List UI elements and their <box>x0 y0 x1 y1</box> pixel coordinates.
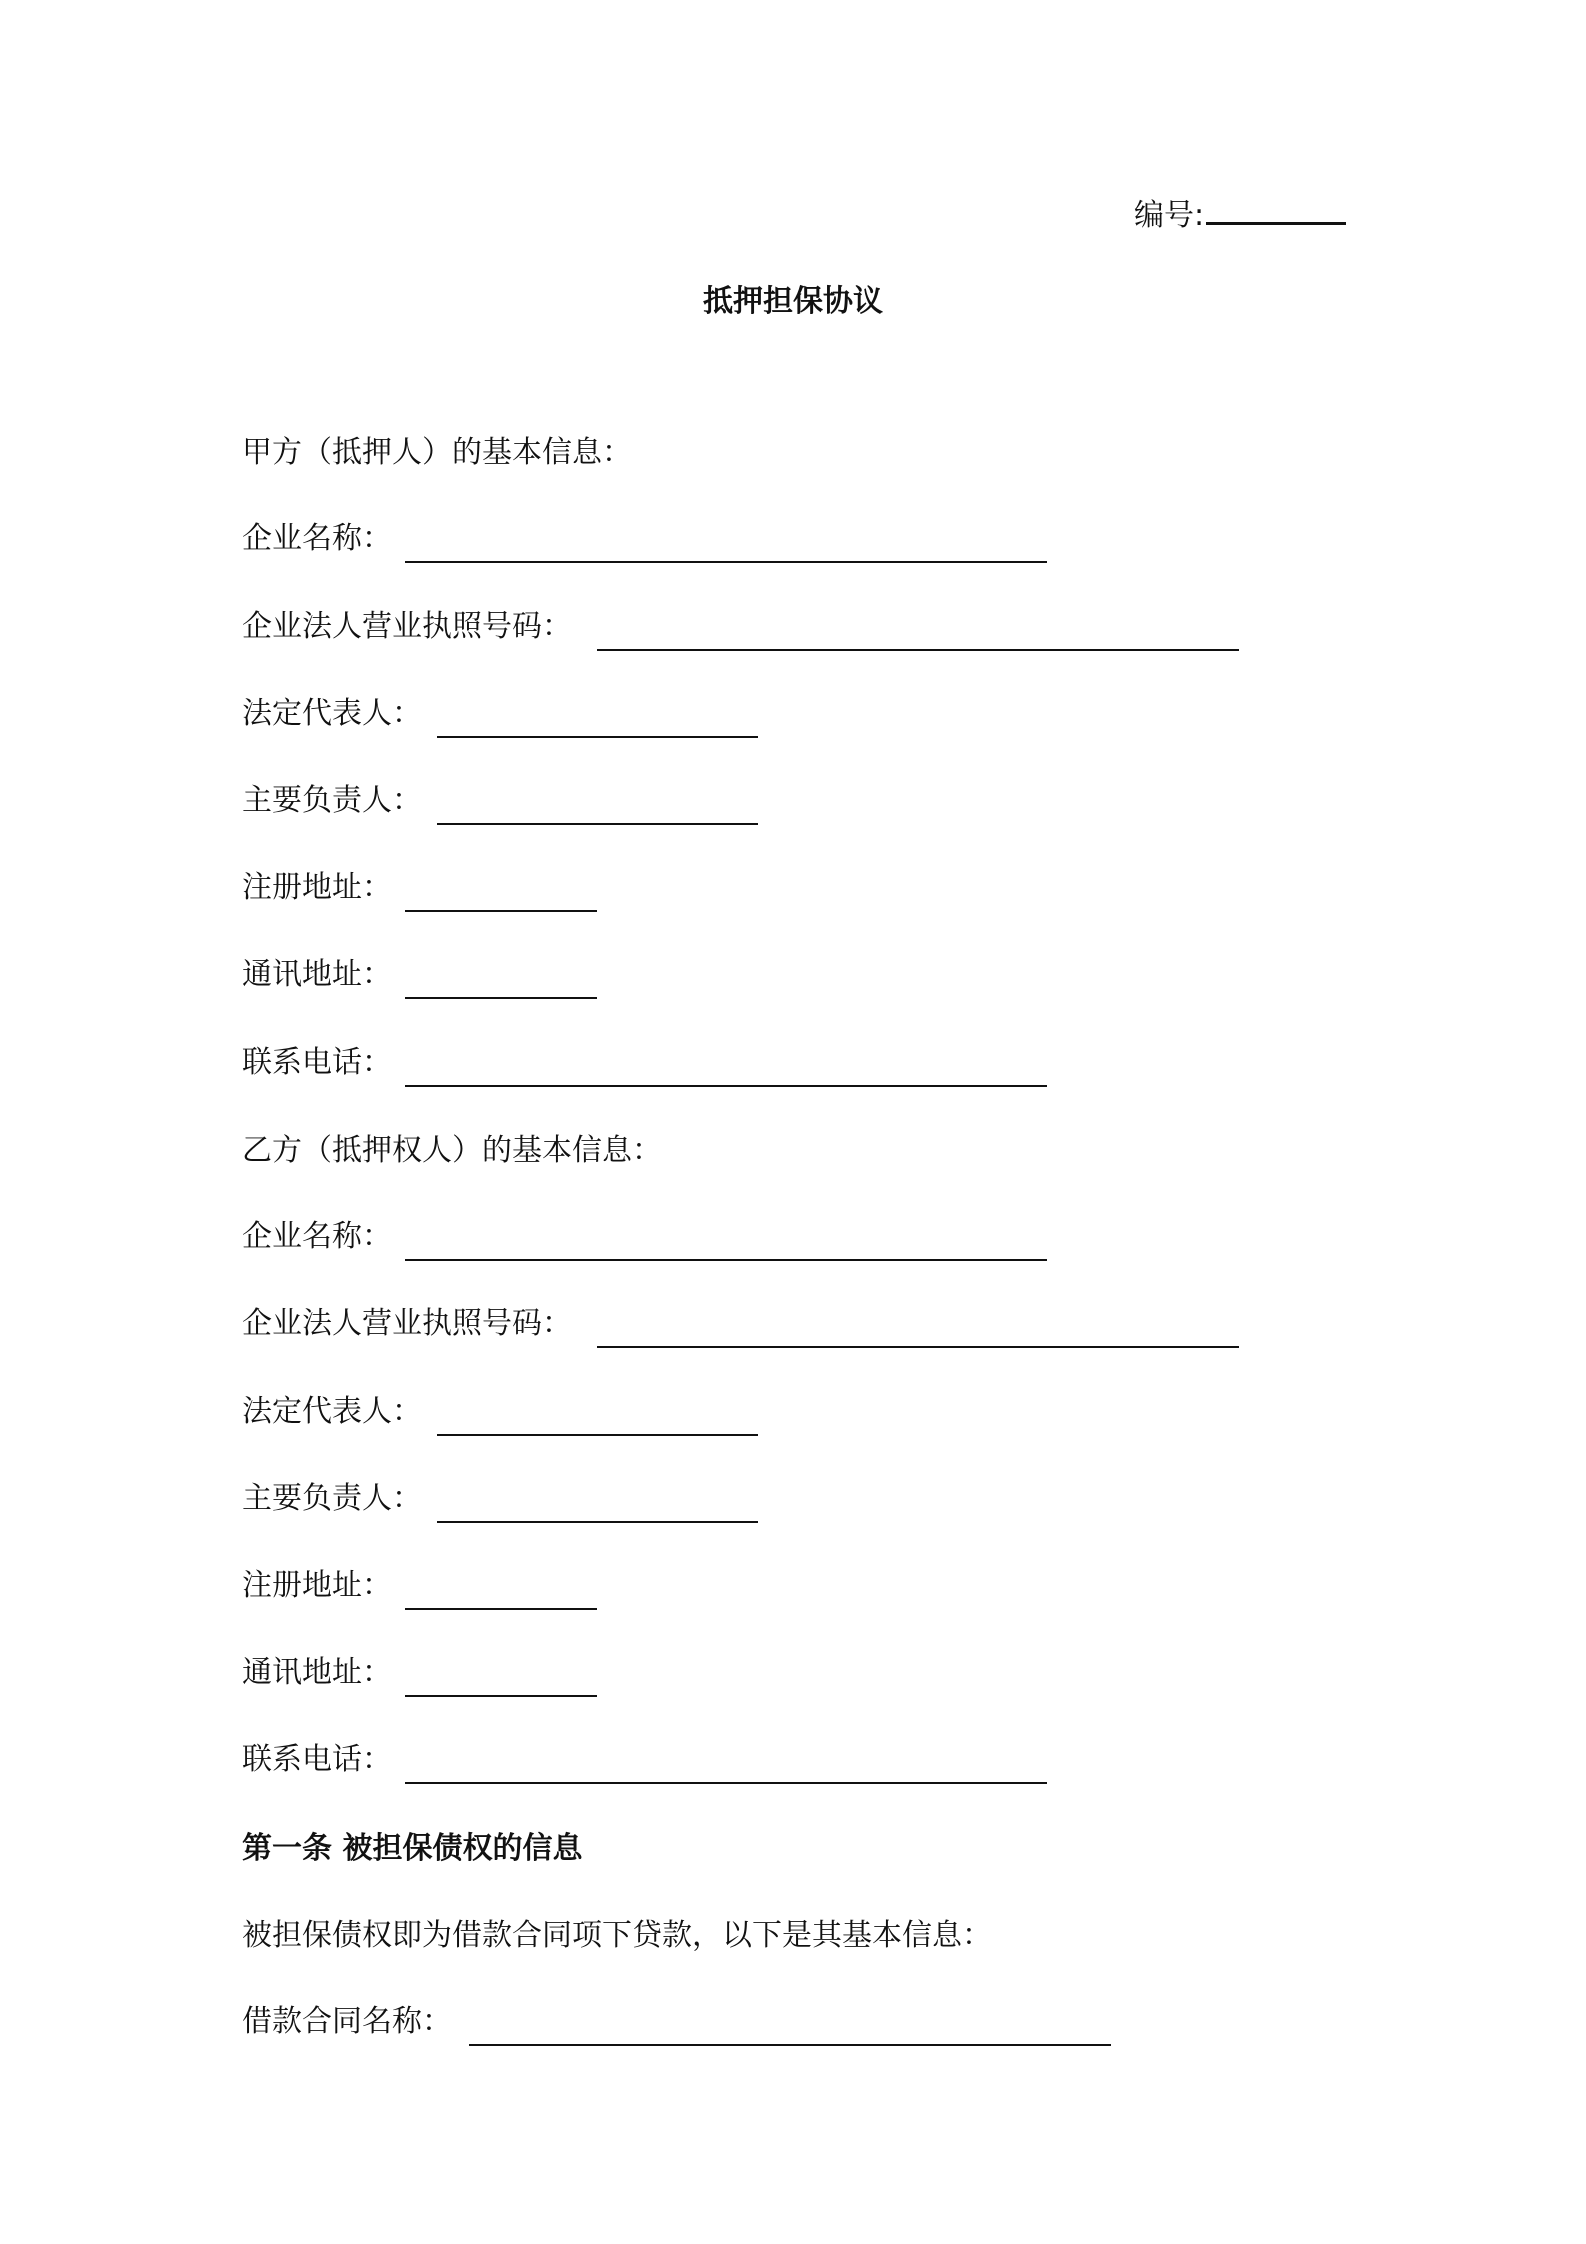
document-number-blank[interactable] <box>1206 196 1346 225</box>
document-title: 抵押担保协议 <box>703 284 883 319</box>
field-label: 主要负责人： <box>242 1481 422 1516</box>
party-a-reg-address-blank[interactable] <box>405 910 597 912</box>
party-b-company-name-field <box>242 1217 1052 1261</box>
party-a-legal-rep-blank[interactable] <box>437 736 758 738</box>
field-label: 注册地址： <box>242 870 392 905</box>
field-label: 企业名称： <box>242 1219 392 1254</box>
party-b-legal-rep-blank[interactable] <box>437 1434 758 1436</box>
party-b-mail-address-blank[interactable] <box>405 1695 597 1697</box>
party-b-reg-address-blank[interactable] <box>405 1608 597 1610</box>
party-a-company-name-field <box>242 519 1052 563</box>
field-label: 联系电话： <box>242 1742 392 1777</box>
party-a-phone-blank[interactable] <box>405 1085 1047 1087</box>
field-label: 企业名称： <box>242 521 392 556</box>
party-a-mail-address-field <box>242 955 602 999</box>
loan-contract-name-blank[interactable] <box>469 2044 1111 2046</box>
field-label: 通讯地址： <box>242 957 392 992</box>
field-label: 注册地址： <box>242 1568 392 1603</box>
party-a-mail-address-blank[interactable] <box>405 997 597 999</box>
party-b-principal-blank[interactable] <box>437 1521 758 1523</box>
party-b-phone-blank[interactable] <box>405 1782 1047 1784</box>
party-a-license-field <box>242 607 1242 651</box>
field-label: 法定代表人： <box>242 1394 422 1429</box>
field-label: 法定代表人： <box>242 696 422 731</box>
party-a-legal-rep-field <box>242 694 762 738</box>
party-b-license-field <box>242 1304 1242 1348</box>
document-number <box>1134 196 1346 236</box>
party-b-phone-field <box>242 1740 1052 1784</box>
field-label: 企业法人营业执照号码： <box>242 609 572 644</box>
party-b-principal-field <box>242 1479 762 1523</box>
party-a-reg-address-field <box>242 868 602 912</box>
field-label: 通讯地址： <box>242 1655 392 1690</box>
party-b-legal-rep-field <box>242 1392 762 1436</box>
party-a-license-blank[interactable] <box>597 649 1239 651</box>
loan-contract-name-field <box>242 2002 1122 2046</box>
field-label: 借款合同名称： <box>242 2004 452 2039</box>
document-number-label: 编号: <box>1134 198 1205 233</box>
party-b-mail-address-field <box>242 1653 602 1697</box>
party-a-company-name-blank[interactable] <box>405 561 1047 563</box>
party-a-phone-field <box>242 1043 1052 1087</box>
field-label: 联系电话： <box>242 1045 392 1080</box>
field-label: 主要负责人： <box>242 783 422 818</box>
party-a-principal-blank[interactable] <box>437 823 758 825</box>
party-a-heading: 甲方（抵押人）的基本信息： <box>242 435 632 470</box>
party-b-company-name-blank[interactable] <box>405 1259 1047 1261</box>
article-1-intro: 被担保债权即为借款合同项下贷款，以下是其基本信息： <box>242 1918 992 1953</box>
field-label: 企业法人营业执照号码： <box>242 1306 572 1341</box>
article-1-heading: 第一条 被担保债权的信息 <box>242 1831 583 1866</box>
party-a-principal-field <box>242 781 762 825</box>
party-b-license-blank[interactable] <box>597 1346 1239 1348</box>
party-b-heading: 乙方（抵押权人）的基本信息： <box>242 1133 662 1168</box>
party-b-reg-address-field <box>242 1566 602 1610</box>
